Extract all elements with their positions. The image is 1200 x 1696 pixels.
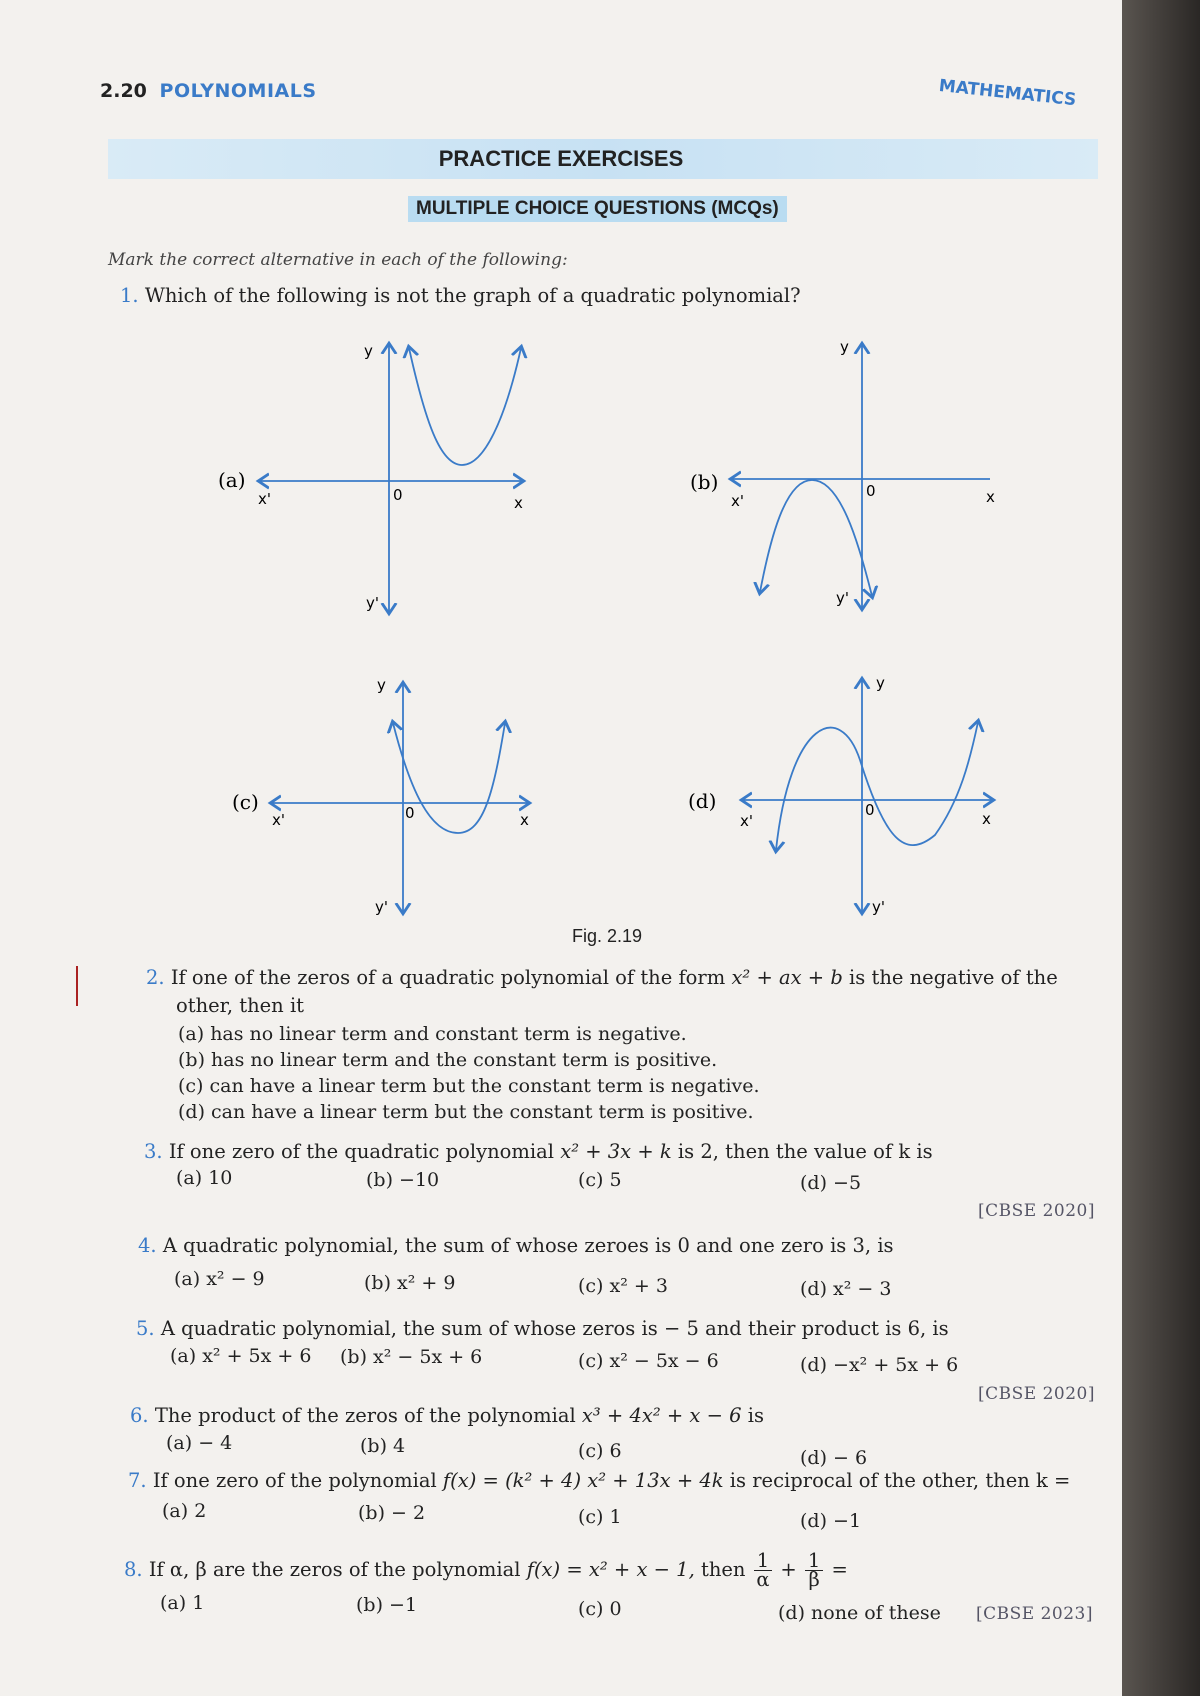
figure-caption: Fig. 2.19 bbox=[572, 926, 643, 946]
option-d: (d) −1 bbox=[800, 1510, 862, 1532]
axis-x-prime-label: x' bbox=[740, 812, 754, 830]
graph-d bbox=[743, 680, 992, 912]
option-b: (b) −1 bbox=[356, 1594, 418, 1616]
axis-x-label: x bbox=[514, 494, 523, 512]
plus-sign: + bbox=[780, 1558, 797, 1581]
question-8 bbox=[124, 1549, 848, 1591]
question-2-cont: other, then it bbox=[176, 994, 305, 1017]
question-6 bbox=[130, 1404, 764, 1428]
origin-label: 0 bbox=[865, 801, 875, 819]
axis-x-label: x bbox=[520, 811, 529, 829]
option-c: (c) 0 bbox=[578, 1598, 622, 1620]
axis-y-label: y bbox=[377, 676, 386, 694]
axis-y-prime-label: y' bbox=[366, 594, 380, 612]
question-number: 5. bbox=[136, 1317, 155, 1340]
question-4 bbox=[138, 1234, 894, 1258]
question-expression: x² + 3x + k bbox=[560, 1140, 672, 1163]
page-number: 2.20 bbox=[100, 80, 147, 102]
option-c: (c) can have a linear term but the constant term is negative. bbox=[178, 1075, 760, 1097]
question-number: 3. bbox=[144, 1140, 163, 1163]
option-b: (b) x² + 9 bbox=[364, 1272, 456, 1294]
option-b: (b) − 2 bbox=[358, 1502, 426, 1524]
option-d: (d) − 6 bbox=[800, 1447, 868, 1469]
origin-label: 0 bbox=[866, 482, 876, 500]
option-d: (d) x² − 3 bbox=[800, 1278, 892, 1300]
figure-label-b: (b) bbox=[690, 470, 719, 494]
section-title: MULTIPLE CHOICE QUESTIONS (MCQs) bbox=[408, 196, 787, 222]
option-a: (a) has no linear term and constant term is negative. bbox=[178, 1023, 687, 1045]
figure-label-d: (d) bbox=[688, 789, 717, 813]
option-c: (c) x² + 3 bbox=[578, 1275, 668, 1297]
question-text-cont: is bbox=[747, 1404, 764, 1427]
margin-mark bbox=[76, 966, 78, 1006]
question-number: 4. bbox=[138, 1234, 157, 1257]
question-7 bbox=[128, 1469, 1070, 1493]
question-expression: f(x) = (k² + 4) x² + 13x + 4k bbox=[442, 1469, 724, 1492]
exam-tag: [CBSE 2020] bbox=[978, 1384, 1095, 1404]
option-a: (a) 2 bbox=[162, 1500, 207, 1522]
option-b: (b) x² − 5x + 6 bbox=[340, 1346, 483, 1368]
graph-b bbox=[732, 345, 990, 608]
question-text: The product of the zeros of the polynomial bbox=[154, 1404, 576, 1427]
graph-c bbox=[272, 684, 528, 912]
option-c: (c) 6 bbox=[578, 1440, 622, 1462]
axis-y-label: y bbox=[840, 338, 849, 356]
option-c: (c) x² − 5x − 6 bbox=[578, 1350, 719, 1372]
question-number: 1. bbox=[120, 284, 139, 307]
page-edge-shadow bbox=[1122, 0, 1200, 1696]
question-text: A quadratic polynomial, the sum of whose zeros is − 5 and their product is 6, is bbox=[160, 1317, 949, 1340]
question-text: Which of the following is not the graph of a quadratic polynomial? bbox=[144, 284, 801, 307]
axis-x-label: x bbox=[986, 488, 995, 506]
figure-label-c: (c) bbox=[232, 790, 259, 814]
parabola-curve bbox=[409, 348, 521, 465]
question-text-cont: then bbox=[701, 1558, 746, 1581]
axis-y-prime-label: y' bbox=[836, 589, 850, 607]
question-text-cont: is the negative of the bbox=[849, 966, 1058, 989]
graph-a bbox=[260, 345, 522, 612]
question-text: A quadratic polynomial, the sum of whose zeroes is 0 and one zero is 3, is bbox=[162, 1234, 894, 1257]
instruction-text: Mark the correct alternative in each of the following: bbox=[108, 250, 568, 270]
option-d: (d) −5 bbox=[800, 1172, 862, 1194]
option-d: (d) none of these bbox=[778, 1602, 941, 1624]
equals-sign: = bbox=[831, 1558, 848, 1581]
option-a: (a) 10 bbox=[176, 1167, 233, 1189]
question-text-cont: is 2, then the value of k is bbox=[677, 1140, 933, 1163]
cubic-curve bbox=[776, 722, 978, 850]
question-text: If α, β are the zeros of the polynomial bbox=[148, 1558, 521, 1581]
chapter-name: POLYNOMIALS bbox=[159, 80, 317, 102]
option-a: (a) x² + 5x + 6 bbox=[170, 1345, 312, 1367]
option-d: (d) −x² + 5x + 6 bbox=[800, 1354, 959, 1376]
option-b: (b) has no linear term and the constant term is positive. bbox=[178, 1049, 718, 1071]
axis-y-prime-label: y' bbox=[872, 898, 886, 916]
question-number: 6. bbox=[130, 1404, 149, 1427]
question-2 bbox=[146, 966, 1058, 990]
question-expression: x² + ax + b bbox=[731, 966, 843, 989]
question-number: 7. bbox=[128, 1469, 147, 1492]
origin-label: 0 bbox=[393, 486, 403, 504]
question-number: 2. bbox=[146, 966, 165, 989]
fraction-1-over-alpha: $\frac{1}{\alpha}$ bbox=[754, 1552, 772, 1589]
axis-x-label: x bbox=[982, 810, 991, 828]
question-3 bbox=[144, 1140, 933, 1164]
option-b: (b) −10 bbox=[366, 1169, 440, 1191]
question-5 bbox=[136, 1317, 949, 1341]
question-text: If one of the zeros of a quadratic polynomial of the form bbox=[170, 966, 726, 989]
question-text: If one zero of the polynomial bbox=[152, 1469, 437, 1492]
option-d: (d) can have a linear term but the constant term is positive. bbox=[178, 1101, 754, 1123]
question-expression: f(x) = x² + x − 1, bbox=[526, 1558, 695, 1581]
axis-y-prime-label: y' bbox=[375, 898, 389, 916]
axis-x-prime-label: x' bbox=[258, 490, 272, 508]
option-c: (c) 1 bbox=[578, 1506, 622, 1528]
figure-label-a: (a) bbox=[218, 468, 246, 492]
main-title: PRACTICE EXERCISES bbox=[438, 146, 684, 171]
option-a: (a) 1 bbox=[160, 1592, 205, 1614]
axis-x-prime-label: x' bbox=[272, 811, 286, 829]
fraction-1-over-beta: $\frac{1}{\beta}$ bbox=[805, 1552, 823, 1589]
origin-label: 0 bbox=[405, 804, 415, 822]
axis-y-label: y bbox=[364, 342, 373, 360]
exam-tag: [CBSE 2023] bbox=[976, 1604, 1093, 1624]
question-expression: x³ + 4x² + x − 6 bbox=[581, 1404, 742, 1427]
option-a: (a) − 4 bbox=[166, 1432, 233, 1454]
question-text: If one zero of the quadratic polynomial bbox=[168, 1140, 554, 1163]
question-text-cont: is reciprocal of the other, then k = bbox=[729, 1469, 1071, 1492]
parabola-curve bbox=[760, 480, 872, 596]
option-c: (c) 5 bbox=[578, 1169, 622, 1191]
exam-tag: [CBSE 2020] bbox=[978, 1201, 1095, 1221]
question-number: 8. bbox=[124, 1558, 143, 1581]
option-a: (a) x² − 9 bbox=[174, 1268, 265, 1290]
subject-name: MATHEMATICS bbox=[937, 76, 1078, 111]
axis-y-label: y bbox=[876, 674, 885, 692]
axis-x-prime-label: x' bbox=[731, 492, 745, 510]
option-b: (b) 4 bbox=[360, 1435, 406, 1457]
